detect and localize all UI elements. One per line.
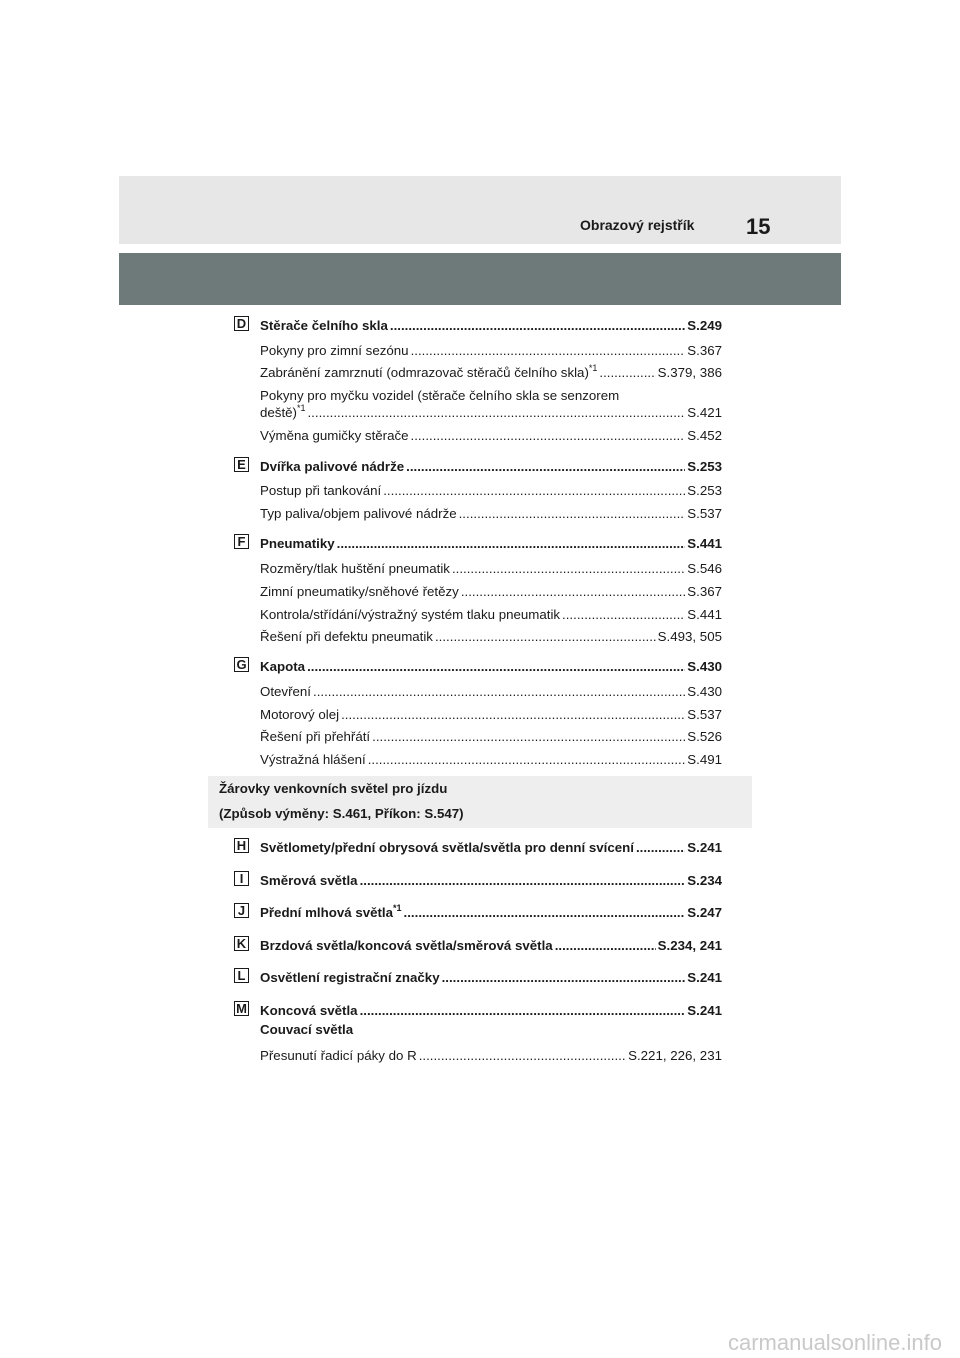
entry-label: Brzdová světla/koncová světla/směrová světla xyxy=(260,938,553,953)
entry-page: S.546 xyxy=(687,561,722,576)
index-entry[interactable] xyxy=(260,607,722,623)
entry-page: S.249 xyxy=(687,318,722,333)
index-entry[interactable] xyxy=(260,561,722,577)
index-entry[interactable] xyxy=(260,629,722,645)
entry-page: S.537 xyxy=(687,506,722,521)
entry-label: Typ paliva/objem palivové nádrže xyxy=(260,506,457,521)
section-letter-l: L xyxy=(234,968,249,983)
entry-label: Světlomety/přední obrysová světla/světla pro denní svícení xyxy=(260,840,634,855)
entry-label: Směrová světla xyxy=(260,873,358,888)
index-entry-turn-signals[interactable] xyxy=(260,873,722,889)
section-letter-h: H xyxy=(234,838,249,853)
entry-page: S.247 xyxy=(687,905,722,920)
index-entry[interactable] xyxy=(260,707,722,723)
bulbs-subheading: (Způsob výměny: S.461, Příkon: S.547) xyxy=(219,806,464,821)
index-entry-hood[interactable] xyxy=(260,659,722,675)
index-entry[interactable] xyxy=(260,729,722,745)
entry-page: S.452 xyxy=(687,428,722,443)
footnote-mark: *1 xyxy=(393,903,402,913)
entry-page: S.241 xyxy=(687,1003,722,1018)
index-entry-brake-lights[interactable] xyxy=(260,938,722,954)
index-entry[interactable] xyxy=(260,1048,722,1064)
entry-page: S.367 xyxy=(687,584,722,599)
header-band xyxy=(119,176,841,244)
page-number: 15 xyxy=(746,214,771,239)
index-entry[interactable] xyxy=(260,405,722,421)
entry-label: Výstražná hlášení xyxy=(260,752,366,767)
entry-page: S.253 xyxy=(687,459,722,474)
entry-label: Motorový olej xyxy=(260,707,340,722)
entry-label: Přední mlhová světla xyxy=(260,905,394,920)
entry-page: S.241 xyxy=(687,970,722,985)
entry-page: S.430 xyxy=(687,659,722,674)
entry-label: Výměna gumičky stěrače xyxy=(260,428,409,443)
entry-label: Pokyny pro zimní sezónu xyxy=(260,343,409,358)
entry-label: Zimní pneumatiky/sněhové řetězy xyxy=(260,584,459,599)
entry-page: S.234, 241 xyxy=(657,938,722,953)
index-entry-tires[interactable] xyxy=(260,536,722,552)
entry-label: Přesunutí řadicí páky do R xyxy=(260,1048,417,1063)
page-title: Obrazový rejstřík xyxy=(580,217,695,233)
index-entry[interactable] xyxy=(260,506,722,522)
entry-page: S.367 xyxy=(687,343,722,358)
entry-label: Zabránění zamrznutí (odmrazovač stěračů čelního skla) xyxy=(260,365,589,380)
index-entry[interactable] xyxy=(260,428,722,444)
entry-label: Pneumatiky xyxy=(260,536,335,551)
section-letter-j: J xyxy=(234,903,249,918)
bulbs-heading: Žárovky venkovních světel pro jízdu xyxy=(219,781,448,796)
index-entry-headlights[interactable] xyxy=(260,840,722,856)
index-entry-fog-lights[interactable] xyxy=(260,905,722,921)
entry-page: S.379, 386 xyxy=(657,365,722,380)
entry-label: Kapota xyxy=(260,659,306,674)
section-letter-g: G xyxy=(234,657,249,672)
entry-page: S.537 xyxy=(687,707,722,722)
entry-label: Koncová světla xyxy=(260,1003,358,1018)
entry-label: Postup při tankování xyxy=(260,483,382,498)
entry-label: Řešení při defektu pneumatik xyxy=(260,629,433,644)
section-letter-d: D xyxy=(234,316,249,331)
index-entry[interactable] xyxy=(260,365,722,381)
index-entry[interactable] xyxy=(260,752,722,768)
index-entry[interactable] xyxy=(260,584,722,600)
entry-label: Rozměry/tlak huštění pneumatik xyxy=(260,561,450,576)
entry-label: Otevření xyxy=(260,684,311,699)
entry-label: Kontrola/střídání/výstražný systém tlaku pneumatik xyxy=(260,607,561,622)
entry-page: S.234 xyxy=(687,873,722,888)
entry-page: S.421 xyxy=(687,405,722,420)
entry-page: S.441 xyxy=(687,607,722,622)
entry-page: S.253 xyxy=(687,483,722,498)
entry-label: Dvířka palivové nádrže xyxy=(260,459,405,474)
reverse-lights-heading: Couvací světla xyxy=(260,1022,354,1037)
entry-page: S.430 xyxy=(687,684,722,699)
entry-page: S.241 xyxy=(687,840,722,855)
entry-label: deště) xyxy=(260,405,297,420)
section-letter-m: M xyxy=(234,1001,249,1016)
entry-page: S.491 xyxy=(687,752,722,767)
image-band xyxy=(119,253,841,305)
entry-page: S.526 xyxy=(687,729,722,744)
index-entry-license-plate-light[interactable] xyxy=(260,970,722,986)
watermark: carmanualsonline.info xyxy=(727,1330,942,1355)
entry-label-line1: Pokyny pro myčku vozidel (stěrače čelního skla se senzorem xyxy=(260,388,620,403)
entry-label: Stěrače čelního skla xyxy=(260,318,388,333)
section-letter-f: F xyxy=(234,534,249,549)
index-entry[interactable] xyxy=(260,343,722,359)
index-entry[interactable] xyxy=(260,684,722,700)
entry-page: S.493, 505 xyxy=(657,629,722,644)
section-letter-e: E xyxy=(234,457,249,472)
section-letter-i: I xyxy=(234,871,249,886)
entry-page: S.441 xyxy=(687,536,722,551)
index-entry-tail-lights[interactable] xyxy=(260,1003,722,1019)
entry-label: Řešení při přehřátí xyxy=(260,729,371,744)
index-entry[interactable] xyxy=(260,483,722,499)
entry-page: S.221, 226, 231 xyxy=(628,1048,722,1063)
footnote-mark: *1 xyxy=(588,363,598,373)
index-entry-windshield-wipers[interactable] xyxy=(260,318,722,334)
entry-label: Osvětlení registrační značky xyxy=(260,970,440,985)
index-entry-fuel-door[interactable] xyxy=(260,459,722,475)
section-letter-k: K xyxy=(234,936,249,951)
footnote-mark: *1 xyxy=(296,403,306,413)
